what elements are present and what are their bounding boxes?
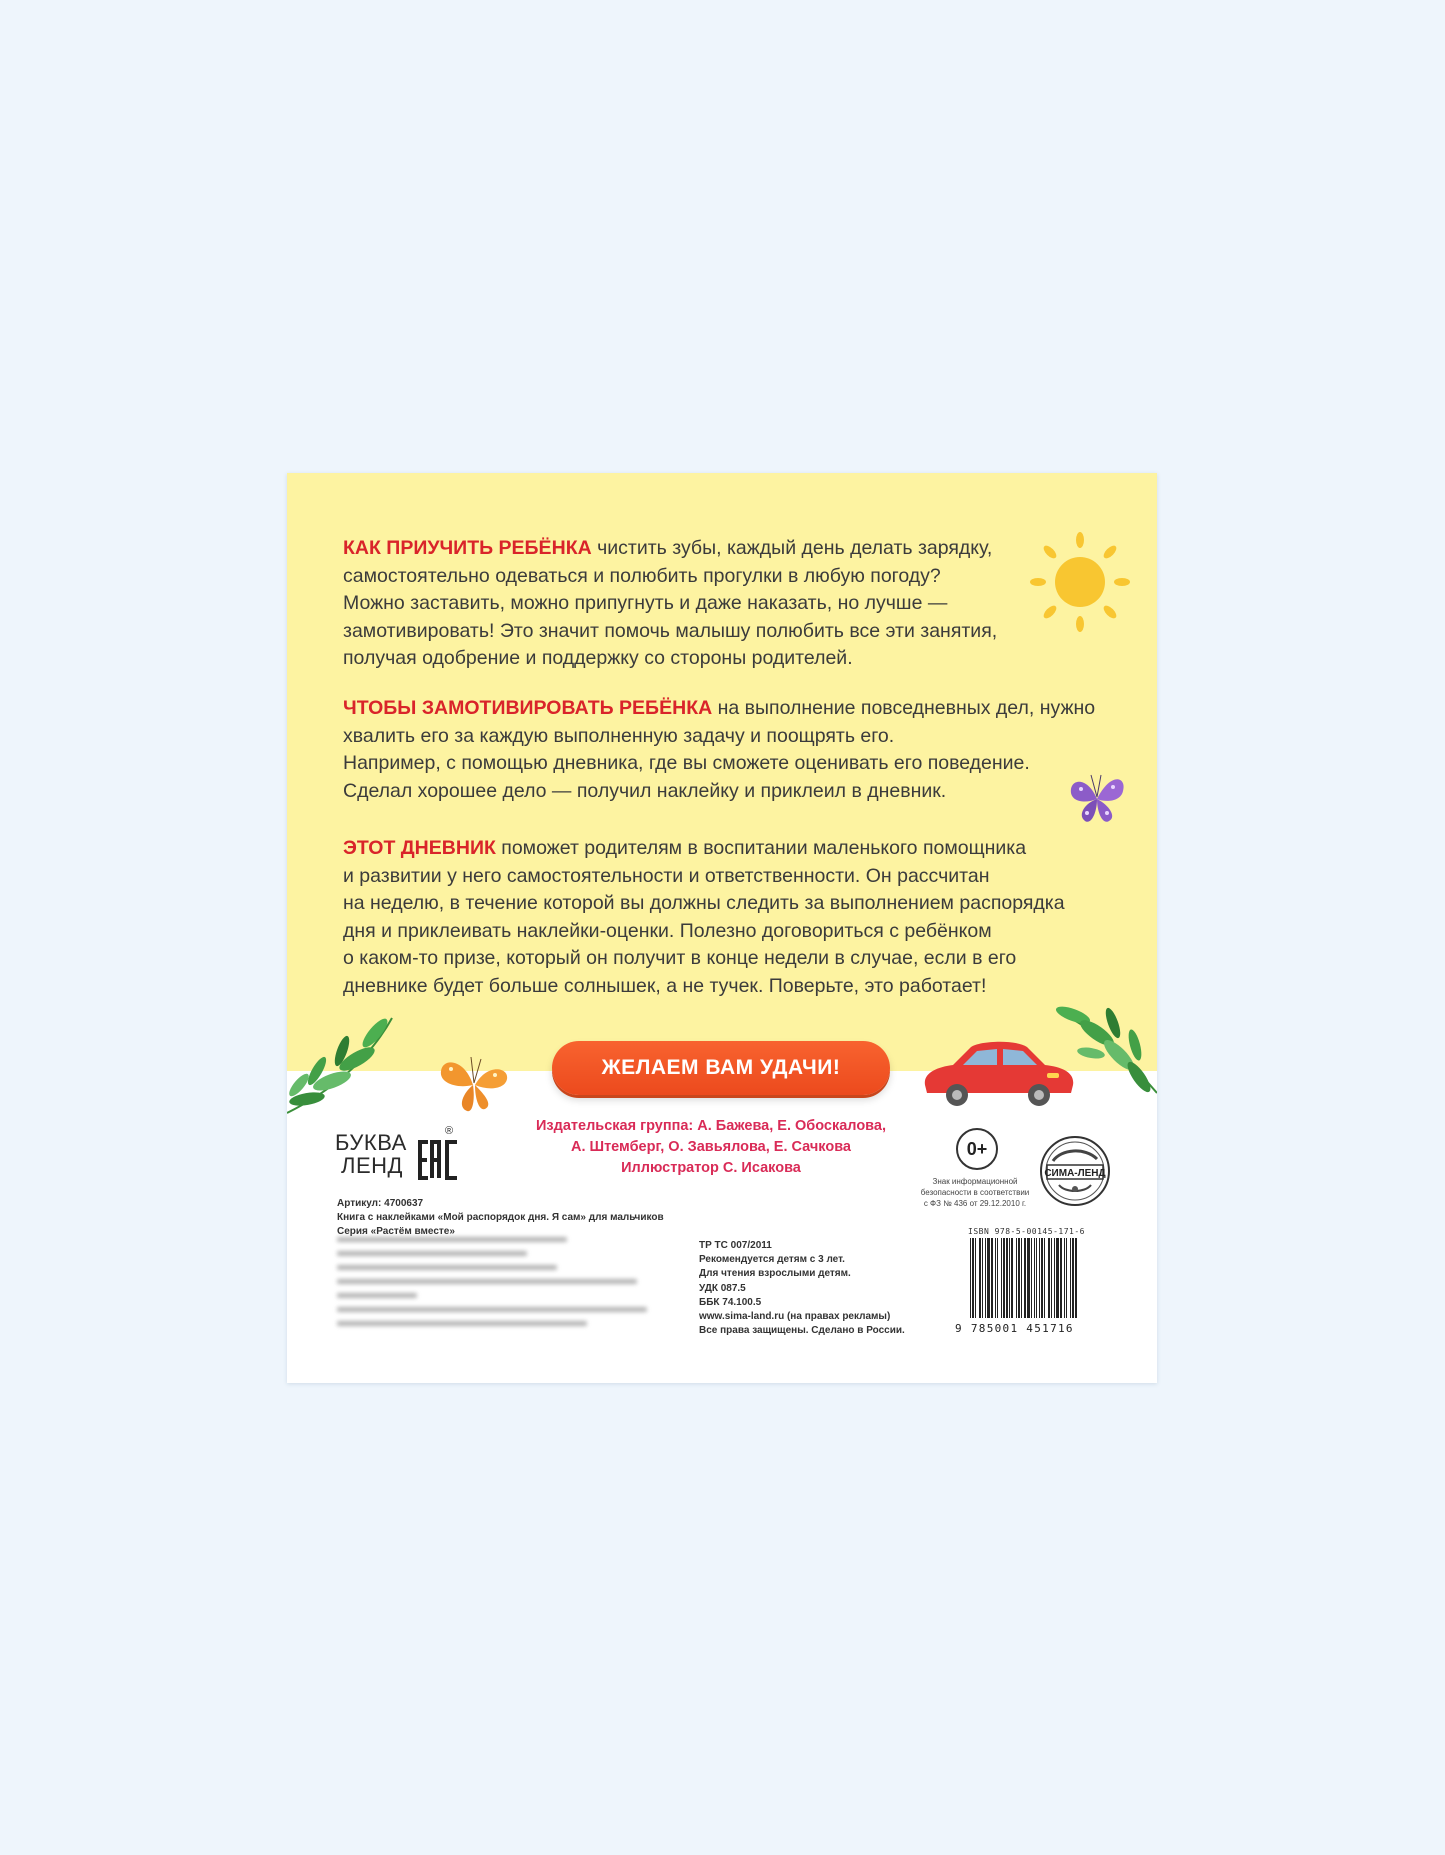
barcode-bar	[1024, 1238, 1026, 1318]
barcode-bar	[1044, 1238, 1045, 1318]
paragraph-this-diary	[343, 835, 1133, 1000]
barcode-bar	[1039, 1238, 1040, 1318]
barcode-bar	[1018, 1238, 1020, 1318]
purple-butterfly-icon	[1065, 769, 1129, 829]
age-rating-badge: 0+	[956, 1128, 998, 1170]
info-line: ББК 74.100.5	[699, 1296, 762, 1308]
barcode-bar	[985, 1238, 986, 1318]
barcode-bar	[1021, 1238, 1022, 1318]
paragraph-highlight: КАК ПРИУЧИТЬ РЕБЁНКА	[343, 537, 592, 559]
publication-info	[699, 1239, 905, 1338]
logo-line: БУКВА	[335, 1130, 407, 1155]
barcode-bar	[979, 1238, 981, 1318]
barcode-bar	[975, 1238, 976, 1318]
barcode-bar	[1003, 1238, 1005, 1318]
paragraph-line: дня и приклеивать наклейки-оценки. Полезно договориться с ребёнком	[343, 919, 992, 942]
illustrator-line: Иллюстратор С. Исакова	[621, 1160, 801, 1176]
series-name: Серия «Растём вместе»	[337, 1226, 455, 1237]
sun-icon	[1027, 529, 1133, 635]
paragraph-how-to-teach	[343, 535, 1133, 673]
paragraph-line: замотивировать! Это значит помочь малышу полюбить все эти занятия,	[343, 619, 998, 642]
barcode-bar	[1066, 1238, 1067, 1318]
paragraph-line: Например, с помощью дневника, где вы сможете оценивать его поведение.	[343, 752, 1030, 774]
paragraph-highlight: ЧТОБЫ ЗАМОТИВИРОВАТЬ РЕБЁНКА	[343, 697, 713, 719]
age-text-line: с ФЗ № 436 от 29.12.2010 г.	[923, 1199, 1027, 1208]
paragraph-line: на неделю, в течение которой вы должны следить за выполнением распорядка	[343, 892, 1065, 914]
paragraph-line: Сделал хорошее дело — получил наклейку и приклеил в дневник.	[343, 779, 947, 802]
paragraph-line: и развитии у него самостоятельности и ответственности. Он рассчитан	[343, 864, 990, 887]
paragraph-line: дневнике будет больше солнышек, а не тучек. Поверьте, это работает!	[343, 974, 987, 997]
info-line: www.sima-land.ru (на правах рекламы)	[699, 1311, 891, 1323]
red-car-icon	[919, 1035, 1079, 1111]
logo-line: ЛЕНД	[341, 1153, 403, 1178]
barcode-bar	[1060, 1238, 1062, 1318]
paragraph-line: на выполнение повседневных дел, нужно	[712, 697, 1096, 719]
barcode-bar	[1048, 1238, 1050, 1318]
barcode-bar	[1054, 1238, 1055, 1318]
age-text-line: Знак информационной	[932, 1177, 1018, 1186]
article-number: Артикул: 4700637	[337, 1198, 424, 1209]
barcode-bar	[995, 1238, 996, 1318]
paragraph-motivate	[343, 695, 1133, 805]
barcode-bar	[982, 1238, 983, 1318]
info-line: Для чтения взрослыми детям.	[699, 1268, 851, 1280]
barcode-bar	[1001, 1238, 1002, 1318]
barcode-bar	[1016, 1238, 1017, 1318]
isbn-label: ISBN 978-5-00145-171-6	[968, 1227, 1085, 1236]
barcode-bar	[1064, 1238, 1065, 1318]
paragraph-line: самостоятельно одеваться и полюбить прогулки в любую погоду?	[343, 564, 941, 587]
publishers-line: Издательская группа: А. Бажева, Е. Обоскалова,	[536, 1118, 886, 1134]
barcode-bar	[1072, 1238, 1074, 1318]
barcode-digits: 9 785001 451716	[955, 1322, 1074, 1335]
sima-land-text: СИМА-ЛЕНД	[1044, 1168, 1106, 1179]
age-rating-text	[907, 1176, 1043, 1209]
barcode-bar	[1027, 1238, 1030, 1318]
barcode-bar	[1006, 1238, 1008, 1318]
sima-land-logo	[1039, 1135, 1111, 1207]
publishers-line: А. Штемберг, О. Завьялова, Е. Сачкова	[570, 1139, 851, 1155]
paragraph-line: чистить зубы, каждый день делать зарядку,	[591, 537, 993, 559]
barcode-bar	[1041, 1238, 1043, 1318]
bukva-lend-logo	[335, 1125, 454, 1178]
info-line: УДК 087.5	[699, 1282, 746, 1294]
barcode-bar	[970, 1238, 971, 1318]
paragraph-line: хвалить его за каждую выполненную задачу и поощрять его.	[343, 724, 895, 747]
product-meta	[337, 1197, 664, 1239]
paragraph-line: о каком-то призе, который он получит в конце недели в случае, если в его	[343, 947, 1017, 969]
eac-logo	[417, 1139, 461, 1181]
barcode-bar	[1034, 1238, 1035, 1318]
paragraph-line: поможет родителям в воспитании маленького помощника	[495, 837, 1027, 859]
publishers-credits	[507, 1116, 915, 1179]
barcode-bar	[1075, 1238, 1077, 1318]
age-text-line: безопасности в соответствии	[920, 1188, 1030, 1197]
barcode-bar	[1056, 1238, 1059, 1318]
book-back-cover	[287, 473, 1157, 1383]
orange-butterfly-icon	[435, 1049, 515, 1119]
paragraph-line: Можно заставить, можно припугнуть и даже наказать, но лучше —	[343, 592, 948, 614]
good-luck-banner: ЖЕЛАЕМ ВАМ УДАЧИ!	[552, 1041, 890, 1095]
barcode-bar	[991, 1238, 993, 1318]
registered-mark: ®	[445, 1125, 454, 1137]
blurred-legal-text	[337, 1237, 657, 1335]
paragraph-highlight: ЭТОТ ДНЕВНИК	[343, 837, 496, 859]
barcode-bar	[1031, 1238, 1032, 1318]
barcode-bar	[997, 1238, 998, 1318]
info-line: Все права защищены. Сделано в России.	[699, 1325, 905, 1337]
info-line: ТР ТС 007/2011	[699, 1240, 772, 1251]
barcode-bar	[1009, 1238, 1010, 1318]
info-line: Рекомендуется детям с 3 лет.	[699, 1254, 845, 1266]
barcode-bar	[1051, 1238, 1052, 1318]
leaves-left-icon	[287, 1013, 397, 1123]
paragraph-line: получая одобрение и поддержку со стороны родителей.	[343, 647, 853, 669]
barcode-bar	[972, 1238, 974, 1318]
barcode-bar	[987, 1238, 990, 1318]
isbn-barcode	[968, 1238, 1082, 1322]
barcode-bar	[1070, 1238, 1071, 1318]
book-title: Книга с наклейками «Мой распорядок дня. Я сам» для мальчиков	[337, 1212, 664, 1223]
barcode-bar	[1011, 1238, 1013, 1318]
barcode-bar	[1036, 1238, 1037, 1318]
